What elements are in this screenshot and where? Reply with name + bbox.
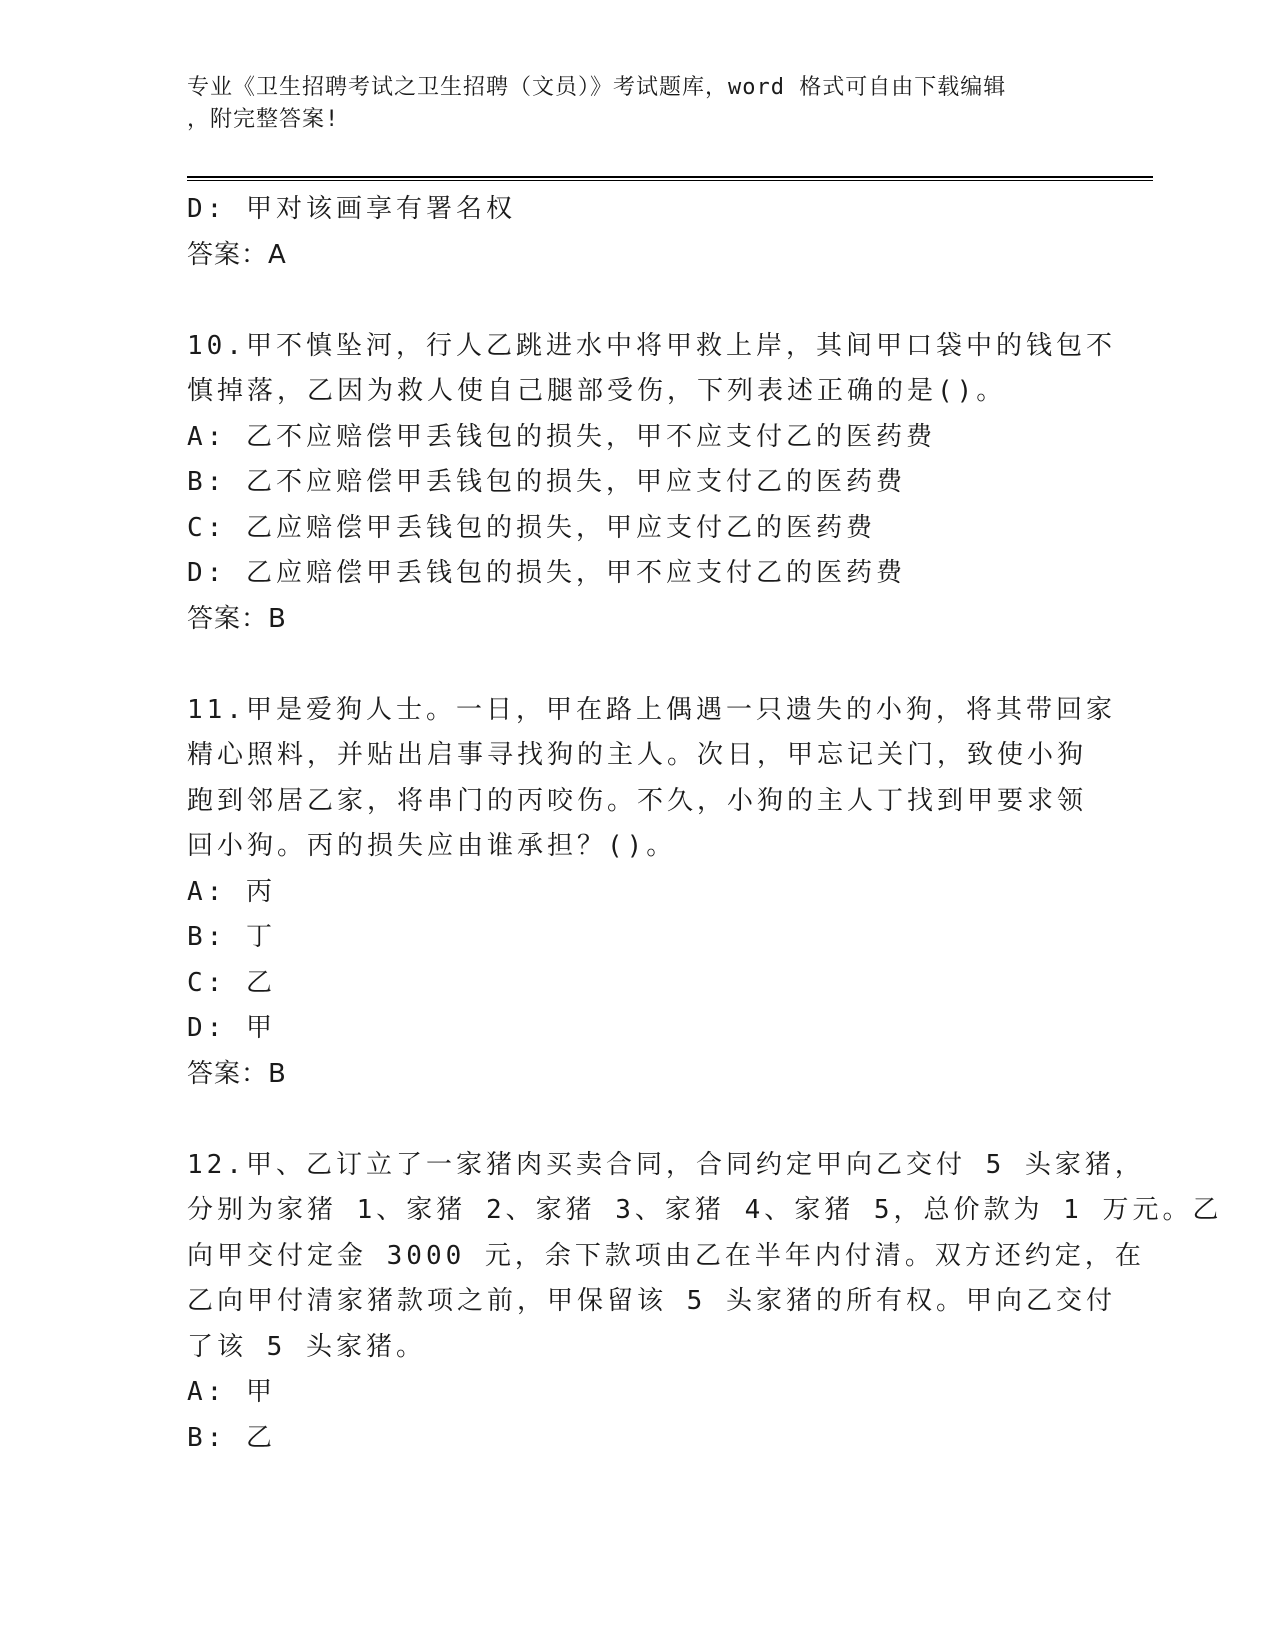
question-stem-line: 了该 5 头家猪。	[187, 1331, 426, 1362]
question-12	[187, 1143, 1223, 1462]
prev-question-option-d: D: 甲对该画享有署名权	[187, 194, 516, 224]
option-b: B: 乙	[187, 1422, 276, 1453]
prev-question-answer: 答案：A	[187, 239, 287, 270]
question-stem-line: 精心照料，并贴出启事寻找狗的主人。次日，甲忘记关门，致使小狗	[187, 740, 1088, 770]
question-stem-line: 跑到邻居乙家，将串门的丙咬伤。不久，小狗的主人丁找到甲要求领	[187, 785, 1088, 816]
question-stem-line: 乙向甲付清家猪款项之前，甲保留该 5 头家猪的所有权。甲向乙交付	[187, 1286, 1116, 1316]
page-header	[187, 72, 1067, 136]
question-answer: 答案：B	[187, 1058, 287, 1089]
option-a: A: 丙	[187, 876, 276, 907]
question-stem-line: 慎掉落，乙因为救人使自己腿部受伤，下列表述正确的是()。	[187, 376, 1007, 406]
option-d: D: 甲	[187, 1013, 276, 1043]
spacer	[187, 278, 1087, 324]
option-b: B: 乙不应赔偿甲丢钱包的损失，甲应支付乙的医药费	[187, 467, 906, 497]
header-divider	[187, 176, 1153, 181]
question-stem-line: 11.甲是爱狗人士。一日，甲在路上偶遇一只遗失的小狗，将其带回家	[187, 694, 1116, 725]
spacer	[187, 642, 1087, 688]
question-stem-line: 10.甲不慎坠河，行人乙跳进水中将甲救上岸，其间甲口袋中的钱包不	[187, 330, 1116, 361]
question-stem-line: 分别为家猪 1、家猪 2、家猪 3、家猪 4、家猪 5，总价款为 1 万元。乙	[187, 1195, 1223, 1225]
question-11	[187, 688, 1116, 1098]
option-d: D: 乙应赔偿甲丢钱包的损失，甲不应支付乙的医药费	[187, 558, 906, 588]
question-stem-line: 12.甲、乙订立了一家猪肉买卖合同，合同约定甲向乙交付 5 头家猪，	[187, 1149, 1145, 1180]
header-line-2: ，附完整答案!	[187, 107, 340, 132]
document-body	[187, 187, 1223, 1461]
question-answer: 答案：B	[187, 603, 287, 634]
option-c: C: 乙应赔偿甲丢钱包的损失，甲应支付乙的医药费	[187, 512, 876, 543]
question-10	[187, 324, 1116, 643]
option-a: A: 甲	[187, 1377, 276, 1407]
spacer	[187, 1097, 1087, 1143]
option-b: B: 丁	[187, 922, 276, 952]
question-stem-line: 向甲交付定金 3000 元，余下款项由乙在半年内付清。双方还约定，在	[187, 1240, 1145, 1271]
question-stem-line: 回小狗。丙的损失应由谁承担？()。	[187, 831, 677, 861]
option-a: A: 乙不应赔偿甲丢钱包的损失，甲不应支付乙的医药费	[187, 421, 936, 452]
option-c: C: 乙	[187, 967, 276, 998]
header-line-1: 专业《卫生招聘考试之卫生招聘（文员）》考试题库，word 格式可自由下载编辑	[187, 75, 1007, 100]
